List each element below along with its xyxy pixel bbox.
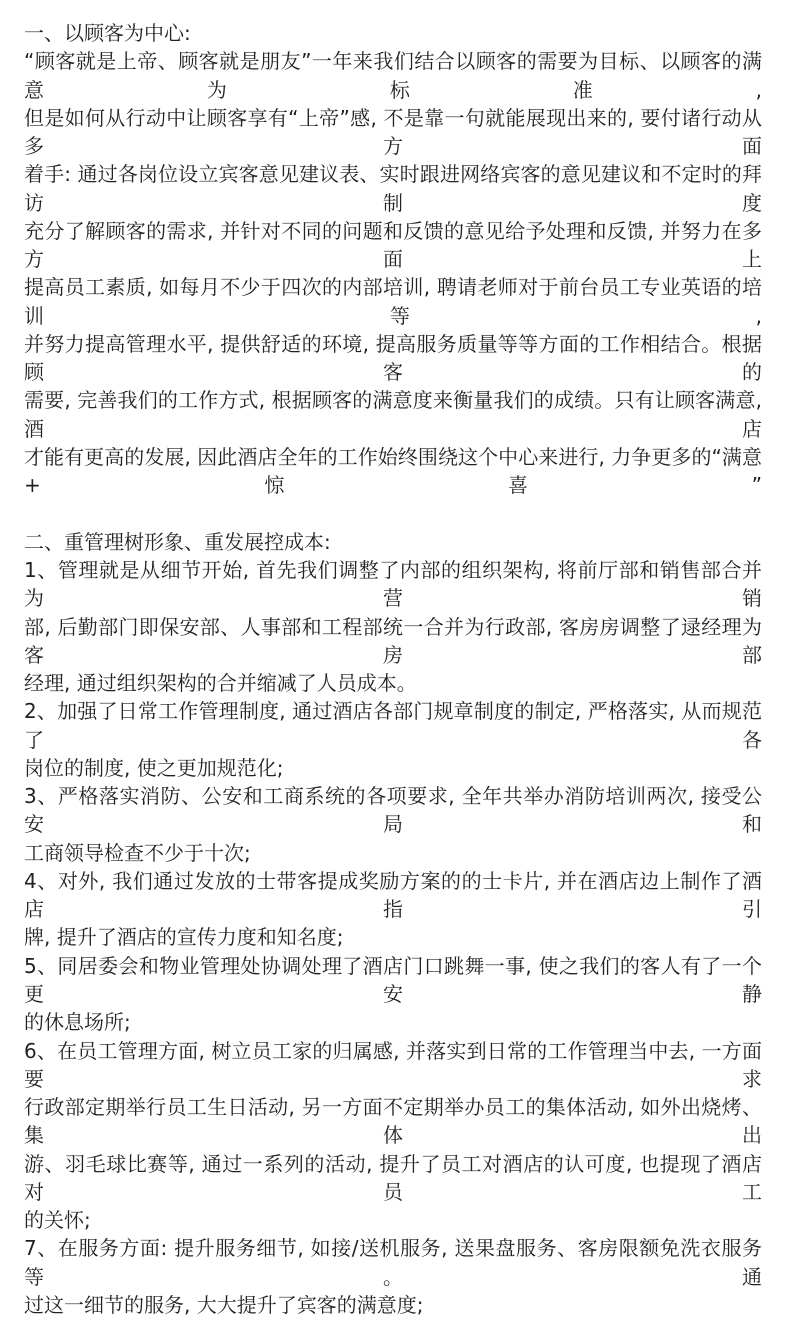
list-item-line: 3、严格落实消防、公安和工商系统的各项要求, 全年共举办消防培训两次, 接受公安局和 bbox=[24, 784, 762, 837]
list-item-line: 经理, 通过组织架构的合并缩减了人员成本。 bbox=[24, 671, 417, 696]
list-item-line: 的关怀; bbox=[24, 1208, 91, 1233]
section2-list bbox=[24, 556, 762, 1319]
list-item-line: 5、同居委会和物业管理处协调处理了酒店门口跳舞一事, 使之我们的客人有了一个更安静 bbox=[24, 953, 762, 1007]
section-heading: 一、以顾客为中心: bbox=[24, 21, 191, 45]
paragraph-line: 但是如何从行动中让顾客享有“上帝”感, 不是靠一句就能展现出来的, 要付诸行动从多方面 bbox=[24, 105, 762, 159]
list-item-line: 过这一细节的服务, 大大提升了宾客的满意度; bbox=[24, 1292, 424, 1317]
list-item-line: 7、在服务方面: 提升服务细节, 如接/送机服务, 送果盘服务、客房限额免洗衣服务等。通 bbox=[24, 1236, 762, 1289]
list-item-line: 岗位的制度, 使之更加规范化; bbox=[24, 755, 284, 780]
paragraph-line: 着手: 通过各岗位设立宾客意见建议表、实时跟进网络宾客的意见建议和不定时的拜访制度 bbox=[24, 162, 762, 215]
paragraph-line: 提高员工素质, 如每月不少于四次的内部培训, 聘请老师对于前台员工专业英语的培训等, bbox=[24, 275, 762, 328]
paragraph-line: 才能有更高的发展, 因此酒店全年的工作始终围绕这个中心来进行, 力争更多的“满意+惊喜” bbox=[24, 444, 762, 498]
list-item-line: 2、加强了日常工作管理制度, 通过酒店各部门规章制度的制定, 严格落实, 从而规范了各 bbox=[24, 699, 762, 752]
list-item-line: 1、管理就是从细节开始, 首先我们调整了内部的组织架构, 将前厅部和销售部合并为营销 bbox=[24, 558, 762, 611]
list-item-line: 的休息场所; bbox=[24, 1010, 131, 1035]
paragraph-line: 并努力提高管理水平, 提供舒适的环境, 提高服务质量等等方面的工作相结合。根据顾客的 bbox=[24, 331, 762, 385]
paragraph-line: 充分了解顾客的需求, 并针对不同的问题和反馈的意见给予处理和反馈, 并努力在多方面上 bbox=[24, 218, 762, 272]
list-item-line: 行政部定期举行员工生日活动, 另一方面不定期举办员工的集体活动, 如外出烧烤、集体出 bbox=[24, 1095, 762, 1148]
list-item-line: 6、在员工管理方面, 树立员工家的归属感, 并落实到日常的工作管理当中去, 一方面要求 bbox=[24, 1038, 762, 1091]
paragraph-line: 需要, 完善我们的工作方式, 根据顾客的满意度来衡量我们的成绩。只有让顾客满意, 酒店 bbox=[24, 388, 762, 441]
list-item-line: 部, 后勤部门即保安部、人事部和工程部统一合并为行政部, 客房房调整了逯经理为客房部 bbox=[24, 614, 762, 667]
paragraph-line: “顾客就是上帝、顾客就是朋友”一年来我们结合以顾客的需要为目标、以顾客的满意为标准, bbox=[24, 49, 762, 102]
list-item-line: 游、羽毛球比赛等, 通过一系列的活动, 提升了员工对酒店的认可度, 也提现了酒店对员工 bbox=[24, 1151, 762, 1204]
list-item-line: 牌, 提升了酒店的宣传力度和知名度; bbox=[24, 925, 344, 950]
list-item-line: 工商领导检查不少于十次; bbox=[24, 840, 251, 865]
blank-line bbox=[24, 500, 762, 528]
list-item-line: 4、对外, 我们通过发放的士带客提成奖励方案的的士卡片, 并在酒店边上制作了酒店指引 bbox=[24, 868, 762, 922]
section-heading: 二、重管理树形象、重发展控成本: bbox=[24, 529, 331, 554]
